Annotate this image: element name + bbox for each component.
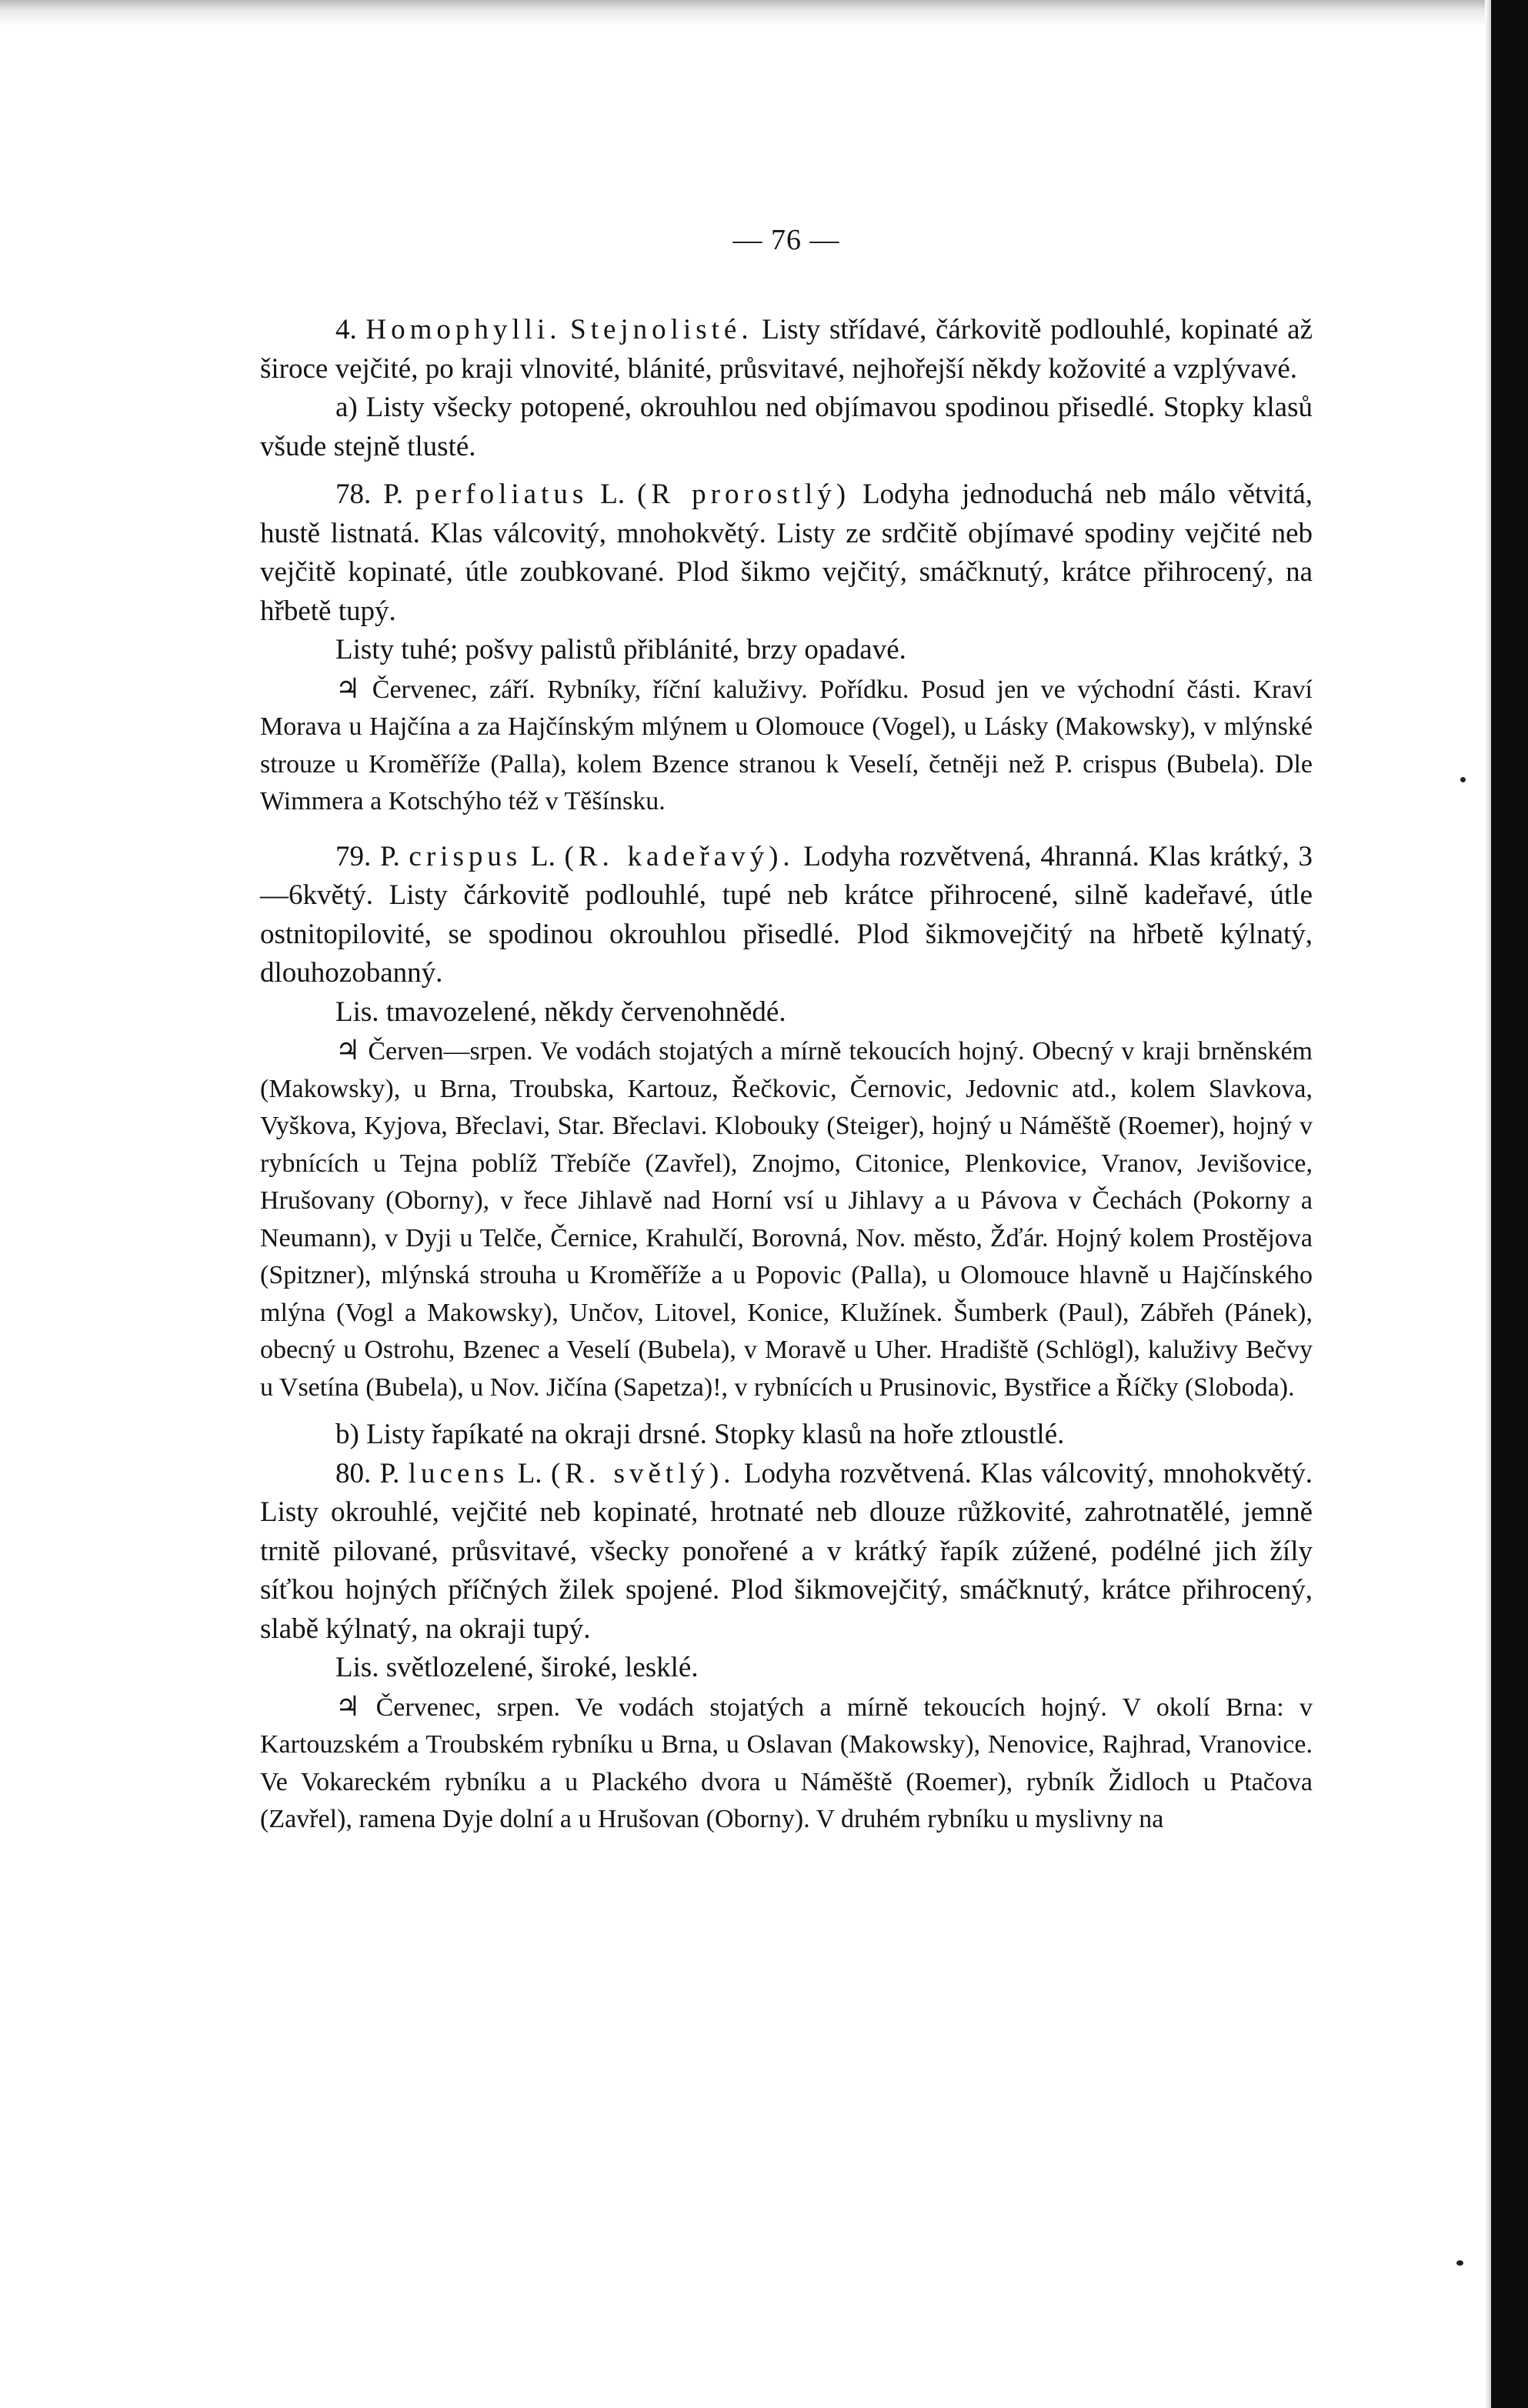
species-78-description bbox=[260, 475, 1313, 631]
group-intro bbox=[260, 311, 1313, 389]
group-description: Listy střídavé, čárkovitě podlouhlé, kopinaté až široce vejčité, po kraji vlnovité, blánité, průsvitavé, nejhořejší někdy kožovité a vzplývavé. bbox=[260, 314, 1313, 385]
species-79-notes: Lis. tmavozelené, někdy červenohnědé. bbox=[335, 996, 786, 1028]
species-78-latin: perfoliatus bbox=[415, 479, 589, 510]
species-80-number: 80. P. bbox=[335, 1457, 400, 1489]
species-78-distribution-text: Červenec, září. Rybníky, říční kaluživy. Pořídku. Posud jen ve východní části. Kraví Morava u Hajčína a za Hajčínským mlýnem u Olomouce (Vogel), u Lásky (Makowsky), v mlýnské strouze u Kroměříže (Palla), kolem Bzence stranou k Veselí, četněji než P. crispus (Bubela). Dle Wimmera a Kotschýho též v Těšínsku. bbox=[260, 675, 1313, 815]
species-79-text: Lodyha rozvětvená, 4hranná. Klas krátký, 3—6květý. Listy čárkovitě podlouhlé, tupé neb krátce přihrocené, silně kadeřavé, útle ostnitopilovité, se spodinou okrouhlou přisedlé. Plod šikmovejčitý na hřbetě kýlnatý, dlouhozobanný. bbox=[260, 840, 1313, 989]
species-78-distribution bbox=[260, 670, 1313, 821]
species-80-description bbox=[260, 1455, 1313, 1649]
species-78-notes: Listy tuhé; pošvy palistů přiblánité, brzy opadavé. bbox=[335, 634, 906, 665]
species-79-distribution bbox=[260, 1032, 1313, 1406]
species-79-number: 79. P. bbox=[335, 840, 400, 872]
perennial-symbol-icon: ♃ bbox=[335, 1690, 361, 1722]
page-number: — 76 — bbox=[732, 224, 840, 256]
species-78-czech: (R prorostlý) bbox=[637, 479, 851, 510]
species-80-distribution-text: Červenec, srpen. Ve vodách stojatých a mírně tekoucích hojný. V okolí Brna: v Kartouzském a Troubském rybníku u Brna, u Oslavan (Makowsky), Nenovice, Rajhrad, Vranovice. Ve Vokareckém rybníku a u Plackého dvora u Náměště (Roemer), rybník Židloch u Ptačova (Zavřel), ramena Dyje dolní a u Hrušovan (Oborny). V druhém rybníku u myslivny na bbox=[260, 1693, 1313, 1833]
scan-edge-right bbox=[1491, 0, 1528, 2408]
scan-edge-top bbox=[0, 0, 1528, 26]
species-80-czech: (R. světlý). bbox=[550, 1457, 736, 1489]
species-80-author: L. bbox=[517, 1457, 542, 1489]
perennial-symbol-icon: ♃ bbox=[335, 672, 361, 704]
species-79-author: L. bbox=[530, 840, 555, 872]
species-78-author: L. bbox=[600, 479, 626, 510]
species-80-latin: lucens bbox=[408, 1457, 509, 1489]
species-78-number: 78. P. bbox=[335, 479, 403, 510]
group-number: 4. bbox=[335, 314, 357, 345]
species-80-text: Lodyha rozvětvená. Klas válcovitý, mnohokvětý. Listy okrouhlé, vejčité neb kopinaté, hrotnaté neb dlouze růžkovité, zahrotnatělé, jemně trnitě pilované, průsvitavé, všecky ponořené a v krátký řapík zúžené, podélné jich žíly síťkou hojných příčných žilek spojené. Plod šikmovejčitý, smáčknutý, krátce přihrocený, slabě kýlnatý, na okraji tupý. bbox=[260, 1457, 1313, 1645]
subgroup-b: b) Listy řapíkaté na okraji drsné. Stopky klasů na hoře ztloustlé. bbox=[335, 1419, 1065, 1450]
species-80-notes: Lis. světlozelené, široké, lesklé. bbox=[335, 1652, 699, 1683]
species-78-text: Lodyha jednoduchá neb málo větvitá, hustě listnatá. Klas válcovitý, mnohokvětý. Listy ze srdčitě objímavé spodiny vejčité neb vejčitě kopinaté, útle zoubkované. Plod šikmo vejčitý, smáčknutý, krátce přihrocený, na hřbetě tupý. bbox=[260, 479, 1313, 627]
species-79-latin: crispus bbox=[409, 840, 522, 872]
scan-edge-shadow bbox=[1485, 0, 1491, 2408]
scan-speck bbox=[1460, 777, 1466, 782]
group-latin-name: Homophylli. bbox=[365, 314, 562, 345]
group-czech-name: Stejnolisté. bbox=[570, 314, 753, 345]
perennial-symbol-icon: ♃ bbox=[335, 1035, 361, 1066]
species-79-czech: (R. kadeřavý). bbox=[564, 840, 795, 872]
scan-speck bbox=[1456, 2260, 1463, 2266]
species-79-distribution-text: Červen—srpen. Ve vodách stojatých a mírně tekoucích hojný. Obecný v kraji brněnském (Makowsky), u Brna, Troubska, Kartouz, Řečkovic, Černovic, Jedovnic atd., kolem Slavkova, Vyškova, Kyjova, Břeclavi, Star. Břeclavi. Klobouky (Steiger), hojný u Náměště (Roemer), hojný v rybnících u Tejna poblíž Třebíče (Zavřel), Znojmo, Citonice, Plenkovice, Vranov, Jevišovice, Hrušovany (Oborny), v řece Jihlavě nad Horní vsí u Jihlavy a u Pávova v Čechách (Pokorny a Neumann), v Dyji u Telče, Černice, Krahulčí, Borovná, Nov. město, Žďár. Hojný kolem Prostějova (Spitzner), mlýnská strouha u Kroměříže a u Popovic (Palla), u Olomouce hlavně u Hajčínského mlýna (Vogl a Makowsky), Unčov, Litovel, Konice, Klužínek. Šumberk (Paul), Zábřeh (Pánek), obecný u Ostrohu, Bzenec a Veselí (Bubela), v Moravě u Uher. Hradiště (Schlögl), kaluživy Bečvy u Vsetína (Bubela), u Nov. Jičína (Sapetza)!, v rybnících u Prusinovic, Bystřice a Říčky (Sloboda). bbox=[260, 1037, 1313, 1402]
species-79-description bbox=[260, 838, 1313, 993]
subgroup-a: a) Listy všecky potopené, okrouhlou ned objímavou spodinou přisedlé. Stopky klasů všude stejně tlusté. bbox=[260, 392, 1313, 462]
species-80-distribution bbox=[260, 1688, 1313, 1839]
page-body bbox=[260, 223, 1313, 1839]
